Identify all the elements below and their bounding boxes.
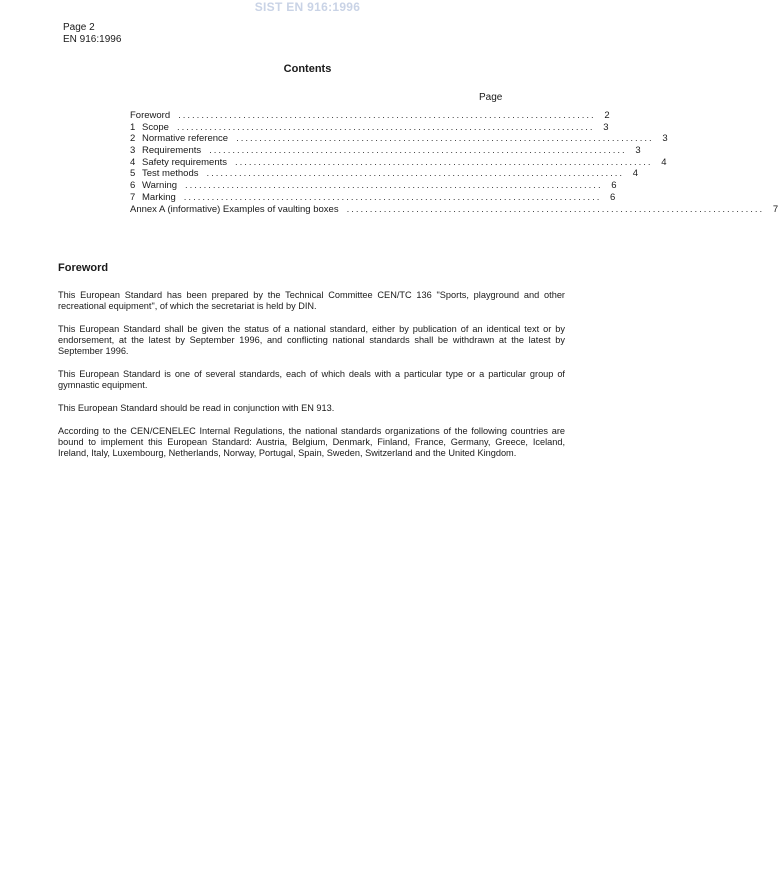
toc-entry-normative-reference[interactable] — [130, 133, 668, 145]
toc-entry-number: 4 — [130, 156, 136, 168]
foreword-paragraph: This European Standard has been prepared by the Technical Committee CEN/TC 136 "Sports, playground and other recreational equipment", of which the secretariat is held by DIN. — [58, 290, 565, 312]
toc-entry-page: 2 — [604, 110, 610, 121]
toc-entry-label: Foreword — [130, 110, 171, 121]
foreword-paragraph: According to the CEN/CENELEC Internal Regulations, the national standards organizations of the following countries are bound to implement this European Standard: Austria, Belgium, Denmark, Finland, France, Germany, Greece, Iceland, Ireland, Italy, Luxembourg, Netherlands, Norway, Portugal, Spain, Sweden, Switzerland and the United Kingdom. — [58, 426, 565, 459]
toc-entry-label: Annex A (informative) Examples of vaulting boxes — [130, 203, 339, 215]
toc-entry-number: 3 — [130, 145, 136, 157]
toc-entry-foreword[interactable] — [130, 110, 610, 122]
toc-entry-marking[interactable] — [130, 191, 616, 204]
foreword-body — [58, 290, 565, 471]
toc-entry-page: 3 — [635, 145, 641, 157]
toc-entry-label: Warning — [142, 180, 178, 192]
toc-entry-page: 3 — [662, 133, 668, 145]
watermark: SIST EN 916:1996 — [254, 0, 361, 14]
table-of-contents — [130, 110, 778, 215]
page-column-label: Page — [479, 92, 503, 103]
toc-entry-number: 1 — [130, 121, 136, 133]
toc-entry-annex-a[interactable] — [130, 203, 778, 216]
toc-entry-number: 6 — [130, 180, 136, 192]
toc-entry-page: 4 — [632, 168, 639, 180]
toc-entry-safety-requirements[interactable] — [130, 156, 667, 169]
toc-leader-dots: .......................................................................................... — [236, 133, 654, 145]
toc-entry-page: 6 — [610, 191, 616, 203]
foreword-paragraph: This European Standard should be read in conjunction with EN 913. — [58, 403, 335, 414]
toc-leader-dots: .......................................................................................... — [183, 191, 602, 203]
toc-entry-scope[interactable] — [130, 121, 609, 134]
toc-entry-number: 7 — [130, 191, 136, 203]
toc-leader-dots: .......................................................................................... — [346, 203, 765, 215]
document-id: EN 916:1996 — [63, 34, 122, 45]
foreword-paragraph: This European Standard is one of several standards, each of which deals with a particular type or a particular group of gymnastic equipment. — [58, 369, 565, 391]
foreword-paragraph: This European Standard shall be given the status of a national standard, either by publication of an identical text or by endorsement, at the latest by September 1996, and conflicting national standards shall be withdrawn at the latest by September 1996. — [58, 324, 565, 357]
page-header — [63, 22, 121, 46]
foreword-heading: Foreword — [58, 262, 109, 274]
toc-entry-label: Normative reference — [142, 133, 229, 145]
toc-leader-dots: .......................................................................................... — [206, 168, 625, 180]
toc-leader-dots: .......................................................................................... — [185, 180, 603, 192]
toc-entry-test-methods[interactable] — [130, 168, 639, 180]
toc-entry-label: Scope — [142, 121, 169, 133]
toc-leader-dots: .......................................................................................... — [235, 156, 653, 168]
toc-entry-number: 2 — [130, 133, 136, 145]
toc-leader-dots: .......................................................................................... — [176, 121, 595, 133]
toc-leader-dots: .......................................................................................... — [178, 110, 596, 121]
toc-entry-label: Test methods — [142, 168, 199, 180]
toc-entry-number: 5 — [130, 168, 136, 180]
toc-entry-label: Safety requirements — [142, 156, 228, 168]
toc-entry-page: 7 — [772, 203, 778, 215]
toc-entry-page: 4 — [661, 156, 667, 168]
toc-entry-label: Requirements — [142, 145, 202, 157]
page-number: Page 2 — [63, 22, 95, 33]
toc-entry-page: 6 — [611, 180, 617, 192]
contents-title: Contents — [283, 63, 332, 75]
toc-entry-label: Marking — [142, 191, 176, 203]
toc-entry-requirements[interactable] — [130, 145, 641, 157]
toc-entry-page: 3 — [603, 121, 609, 133]
toc-entry-warning[interactable] — [130, 180, 617, 192]
toc-leader-dots: .......................................................................................... — [209, 145, 627, 157]
